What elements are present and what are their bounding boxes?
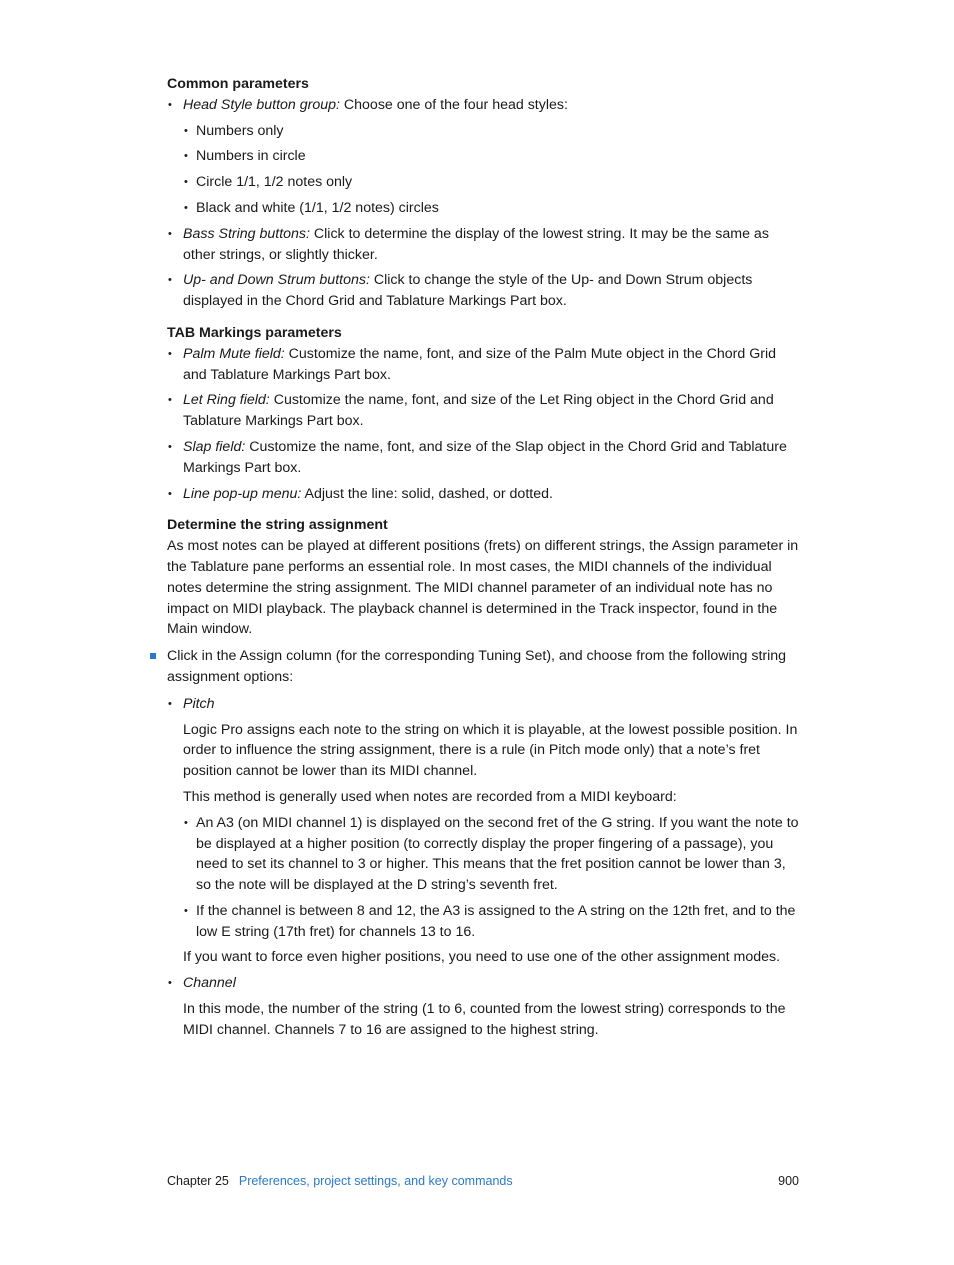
tab-markings-heading: TAB Markings parameters	[167, 324, 342, 341]
let-ring-term: Let Ring field:	[183, 392, 270, 409]
let-ring-text: Customize the name, font, and size of the Let Ring object in the Chord Grid and Tablature Markings Part box.	[183, 392, 774, 430]
list-item: • An A3 (on MIDI channel 1) is displayed on the second fret of the G string. If you want the note to be displayed at a higher position (to correctly display the proper fingering of a passage), you need to set its channel to 3 or higher. This means that the fret position cannot be lower than 3, so the note will be displayed at the D string’s seventh fret.	[183, 813, 802, 896]
line-menu-text: Adjust the line: solid, dashed, or dotted.	[301, 485, 553, 502]
list-item: • If the channel is between 8 and 12, the A3 is assigned to the A string on the 12th fret, and to the low E string (17th fret) for channels 13 to 16.	[183, 901, 802, 943]
chapter-label: Chapter 25	[167, 1174, 229, 1188]
pitch-method-note: This method is generally used when notes are recorded from a MIDI keyboard:	[183, 788, 677, 805]
task-text: Click in the Assign column (for the corresponding Tuning Set), and choose from the following string assignment options:	[167, 648, 787, 685]
list-item: • Black and white (1/1, 1/2 notes) circles	[183, 198, 802, 219]
pitch-term: Pitch	[183, 695, 215, 712]
pitch-description: Logic Pro assigns each note to the string on which it is playable, at the lowest possible position. In order to influence the string assignment, there is a rule (in Pitch mode only) that a note’s fret position cannot be lower than its MIDI channel.	[183, 721, 798, 780]
slap-text: Customize the name, font, and size of the Slap object in the Chord Grid and Tablature Markings Part box.	[183, 438, 787, 476]
list-item	[167, 344, 802, 386]
tab-markings-list	[167, 344, 802, 505]
list-item	[167, 694, 802, 969]
common-parameters-list	[167, 95, 802, 312]
chapter-title-link[interactable]: Preferences, project settings, and key commands	[238, 1174, 513, 1188]
channel-term: Channel	[183, 975, 236, 992]
strum-term: Up- and Down Strum buttons:	[183, 272, 370, 289]
common-parameters-heading: Common parameters	[167, 76, 309, 92]
list-item: • Circle 1/1, 1/2 notes only	[183, 172, 802, 193]
assignment-options-list	[167, 694, 802, 1041]
pitch-examples	[183, 813, 802, 943]
list-item: • Numbers in circle	[183, 146, 802, 167]
bass-string-term: Bass String buttons:	[183, 225, 310, 242]
palm-mute-term: Palm Mute field:	[183, 345, 285, 362]
list-item	[167, 390, 802, 432]
channel-description: In this mode, the number of the string (1 to 6, counted from the lowest string) corresponds to the MIDI channel. Channels 7 to 16 are assigned to the highest string.	[183, 1001, 786, 1038]
string-assignment-heading: Determine the string assignment	[167, 517, 388, 534]
slap-term: Slap field:	[183, 438, 246, 455]
page-content	[167, 74, 802, 1046]
string-assignment-intro: As most notes can be played at different positions (frets) on different strings, the Assign parameter in the Tablature pane performs an essential role. In most cases, the MIDI channels of the individual notes determine the string assignment. The MIDI channel parameter of an individual note has no impact on MIDI playback. The playback channel is determined in the Track inspector, found in the Main window.	[167, 538, 799, 638]
list-item	[167, 437, 802, 479]
head-style-options	[183, 121, 802, 219]
head-style-term: Head Style button group:	[183, 96, 340, 113]
list-item	[167, 224, 802, 266]
line-menu-term: Line pop-up menu:	[183, 485, 302, 502]
strum-text: Click to change the style of the Up- and Down Strum objects displayed in the Chord Grid and Tablature Markings Part box.	[183, 272, 753, 310]
head-style-text: Choose one of the four head styles:	[339, 96, 568, 113]
task-bullet-icon	[150, 653, 156, 659]
list-item	[167, 95, 802, 219]
pitch-force-note: If you want to force even higher positions, you need to use one of the other assignment modes.	[183, 949, 781, 966]
page-footer	[167, 1172, 799, 1190]
list-item	[167, 973, 802, 1040]
task-step	[167, 646, 802, 688]
list-item	[167, 484, 802, 505]
palm-mute-text: Customize the name, font, and size of the Palm Mute object in the Chord Grid and Tablature Markings Part box.	[183, 345, 777, 383]
list-item: • Numbers only	[183, 121, 802, 142]
bass-string-text: Click to determine the display of the lowest string. It may be the same as other strings, or slightly thicker.	[183, 225, 769, 263]
page-number: 900	[778, 1174, 799, 1188]
list-item	[167, 270, 802, 312]
